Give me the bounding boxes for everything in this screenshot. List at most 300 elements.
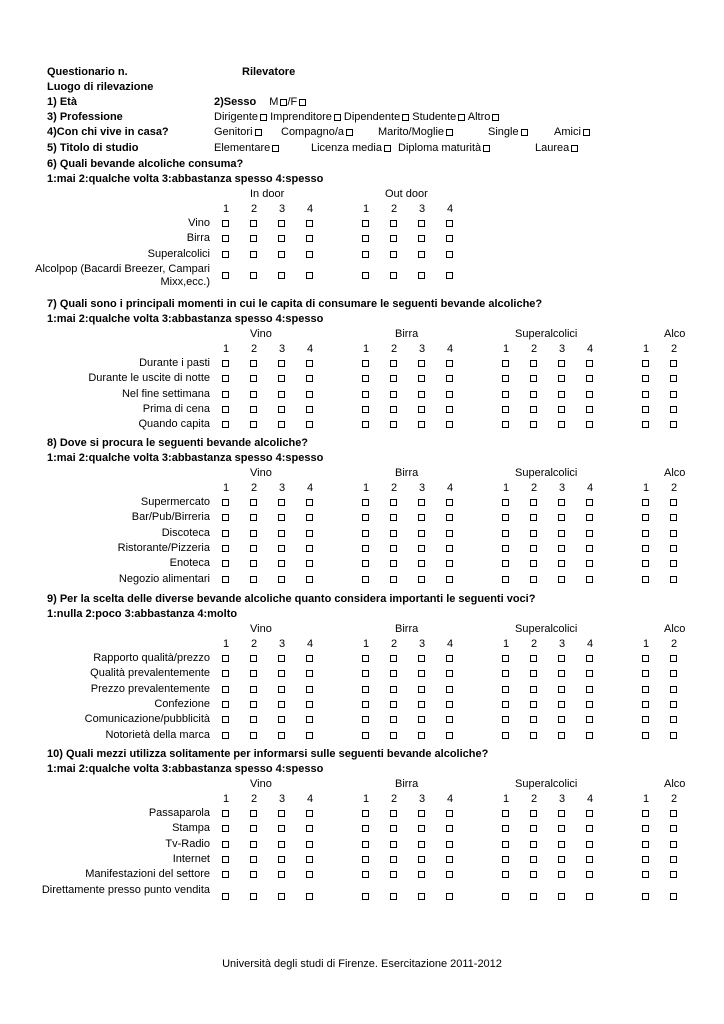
q8-checkbox[interactable] <box>390 545 397 552</box>
q8-checkbox[interactable] <box>446 576 453 583</box>
q9-checkbox[interactable] <box>418 701 425 708</box>
q8-checkbox[interactable] <box>362 545 369 552</box>
q8-checkbox[interactable] <box>418 530 425 537</box>
q7-checkbox[interactable] <box>502 375 509 382</box>
q10-checkbox[interactable] <box>586 825 593 832</box>
q10-checkbox[interactable] <box>530 841 537 848</box>
q7-checkbox[interactable] <box>502 421 509 428</box>
q7-checkbox[interactable] <box>446 360 453 367</box>
q9-checkbox[interactable] <box>642 732 649 739</box>
q9-checkbox[interactable] <box>530 716 537 723</box>
q7-checkbox[interactable] <box>558 375 565 382</box>
q8-checkbox[interactable] <box>446 530 453 537</box>
q7-checkbox[interactable] <box>390 406 397 413</box>
q10-checkbox[interactable] <box>670 893 677 900</box>
q8-checkbox[interactable] <box>502 530 509 537</box>
checkbox-diploma[interactable] <box>483 145 490 152</box>
q8-checkbox[interactable] <box>418 545 425 552</box>
q9-checkbox[interactable] <box>418 670 425 677</box>
q9-checkbox[interactable] <box>362 701 369 708</box>
q10-checkbox[interactable] <box>586 856 593 863</box>
q10-checkbox[interactable] <box>530 871 537 878</box>
q7-checkbox[interactable] <box>418 391 425 398</box>
q9-checkbox[interactable] <box>530 732 537 739</box>
checkbox-altro[interactable] <box>492 114 499 121</box>
q7-checkbox[interactable] <box>558 360 565 367</box>
q10-checkbox[interactable] <box>502 841 509 848</box>
sesso-f-checkbox[interactable] <box>299 99 306 106</box>
q6-checkbox[interactable] <box>250 220 257 227</box>
q9-checkbox[interactable] <box>250 701 257 708</box>
q6-checkbox[interactable] <box>446 220 453 227</box>
q6-checkbox[interactable] <box>306 235 313 242</box>
q8-checkbox[interactable] <box>558 545 565 552</box>
q6-checkbox[interactable] <box>222 235 229 242</box>
q8-checkbox[interactable] <box>250 530 257 537</box>
q9-checkbox[interactable] <box>446 701 453 708</box>
q10-checkbox[interactable] <box>390 893 397 900</box>
q9-checkbox[interactable] <box>502 716 509 723</box>
q7-checkbox[interactable] <box>278 391 285 398</box>
q7-checkbox[interactable] <box>278 360 285 367</box>
q7-checkbox[interactable] <box>390 391 397 398</box>
q7-checkbox[interactable] <box>530 421 537 428</box>
q6-checkbox[interactable] <box>306 251 313 258</box>
q9-checkbox[interactable] <box>642 716 649 723</box>
q8-checkbox[interactable] <box>390 576 397 583</box>
q10-checkbox[interactable] <box>586 871 593 878</box>
q9-checkbox[interactable] <box>502 670 509 677</box>
q8-checkbox[interactable] <box>642 514 649 521</box>
q10-checkbox[interactable] <box>222 856 229 863</box>
q9-checkbox[interactable] <box>530 670 537 677</box>
q6-checkbox[interactable] <box>418 272 425 279</box>
q7-checkbox[interactable] <box>642 421 649 428</box>
q10-checkbox[interactable] <box>670 841 677 848</box>
q9-checkbox[interactable] <box>586 686 593 693</box>
q7-checkbox[interactable] <box>306 406 313 413</box>
q7-checkbox[interactable] <box>362 375 369 382</box>
q9-checkbox[interactable] <box>530 655 537 662</box>
q8-checkbox[interactable] <box>418 514 425 521</box>
q9-checkbox[interactable] <box>278 670 285 677</box>
q8-checkbox[interactable] <box>670 560 677 567</box>
q9-checkbox[interactable] <box>362 716 369 723</box>
q10-checkbox[interactable] <box>390 871 397 878</box>
q9-checkbox[interactable] <box>278 716 285 723</box>
q7-checkbox[interactable] <box>558 406 565 413</box>
q9-checkbox[interactable] <box>390 686 397 693</box>
q8-checkbox[interactable] <box>586 576 593 583</box>
q9-checkbox[interactable] <box>390 655 397 662</box>
q7-checkbox[interactable] <box>222 375 229 382</box>
q10-checkbox[interactable] <box>390 810 397 817</box>
q9-checkbox[interactable] <box>670 670 677 677</box>
q8-checkbox[interactable] <box>642 560 649 567</box>
q7-checkbox[interactable] <box>642 360 649 367</box>
q7-checkbox[interactable] <box>418 421 425 428</box>
q8-checkbox[interactable] <box>250 499 257 506</box>
q8-checkbox[interactable] <box>222 545 229 552</box>
q10-checkbox[interactable] <box>306 825 313 832</box>
q10-checkbox[interactable] <box>362 856 369 863</box>
q10-checkbox[interactable] <box>278 893 285 900</box>
q9-checkbox[interactable] <box>278 686 285 693</box>
q10-checkbox[interactable] <box>418 856 425 863</box>
q7-checkbox[interactable] <box>306 391 313 398</box>
q9-checkbox[interactable] <box>586 701 593 708</box>
q7-checkbox[interactable] <box>586 391 593 398</box>
q8-checkbox[interactable] <box>250 545 257 552</box>
q10-checkbox[interactable] <box>418 841 425 848</box>
q8-checkbox[interactable] <box>362 499 369 506</box>
q7-checkbox[interactable] <box>558 391 565 398</box>
q7-checkbox[interactable] <box>586 421 593 428</box>
q10-checkbox[interactable] <box>586 841 593 848</box>
q10-checkbox[interactable] <box>222 825 229 832</box>
q8-checkbox[interactable] <box>586 530 593 537</box>
q8-checkbox[interactable] <box>278 499 285 506</box>
q8-checkbox[interactable] <box>530 545 537 552</box>
q9-checkbox[interactable] <box>306 655 313 662</box>
q10-checkbox[interactable] <box>558 893 565 900</box>
q6-checkbox[interactable] <box>278 251 285 258</box>
q9-checkbox[interactable] <box>418 655 425 662</box>
checkbox-laurea[interactable] <box>571 145 578 152</box>
checkbox-elementare[interactable] <box>272 145 279 152</box>
q8-checkbox[interactable] <box>586 499 593 506</box>
q8-checkbox[interactable] <box>446 560 453 567</box>
q7-checkbox[interactable] <box>446 391 453 398</box>
q10-checkbox[interactable] <box>306 841 313 848</box>
q7-checkbox[interactable] <box>250 375 257 382</box>
q9-checkbox[interactable] <box>446 655 453 662</box>
q7-checkbox[interactable] <box>502 391 509 398</box>
q9-checkbox[interactable] <box>670 732 677 739</box>
q8-checkbox[interactable] <box>670 499 677 506</box>
q9-checkbox[interactable] <box>642 655 649 662</box>
q8-checkbox[interactable] <box>222 560 229 567</box>
q6-checkbox[interactable] <box>418 251 425 258</box>
q7-checkbox[interactable] <box>558 421 565 428</box>
q9-checkbox[interactable] <box>670 701 677 708</box>
q6-checkbox[interactable] <box>390 235 397 242</box>
checkbox-genitori[interactable] <box>255 129 262 136</box>
q7-checkbox[interactable] <box>670 391 677 398</box>
q9-checkbox[interactable] <box>586 732 593 739</box>
q9-checkbox[interactable] <box>530 701 537 708</box>
q9-checkbox[interactable] <box>586 655 593 662</box>
q9-checkbox[interactable] <box>222 655 229 662</box>
q9-checkbox[interactable] <box>418 732 425 739</box>
q10-checkbox[interactable] <box>670 856 677 863</box>
checkbox-imprenditore[interactable] <box>334 114 341 121</box>
q9-checkbox[interactable] <box>446 686 453 693</box>
q7-checkbox[interactable] <box>642 391 649 398</box>
q10-checkbox[interactable] <box>362 841 369 848</box>
q9-checkbox[interactable] <box>306 686 313 693</box>
q7-checkbox[interactable] <box>586 375 593 382</box>
q7-checkbox[interactable] <box>306 360 313 367</box>
q10-checkbox[interactable] <box>278 810 285 817</box>
q9-checkbox[interactable] <box>306 670 313 677</box>
q8-checkbox[interactable] <box>390 560 397 567</box>
checkbox-amici[interactable] <box>583 129 590 136</box>
q8-checkbox[interactable] <box>418 499 425 506</box>
q10-checkbox[interactable] <box>642 893 649 900</box>
q7-checkbox[interactable] <box>670 421 677 428</box>
q6-checkbox[interactable] <box>278 272 285 279</box>
q9-checkbox[interactable] <box>418 686 425 693</box>
q9-checkbox[interactable] <box>278 701 285 708</box>
q9-checkbox[interactable] <box>502 686 509 693</box>
q8-checkbox[interactable] <box>530 560 537 567</box>
q6-checkbox[interactable] <box>362 272 369 279</box>
q7-checkbox[interactable] <box>530 360 537 367</box>
q6-checkbox[interactable] <box>446 235 453 242</box>
q10-checkbox[interactable] <box>642 825 649 832</box>
q8-checkbox[interactable] <box>558 499 565 506</box>
q7-checkbox[interactable] <box>670 375 677 382</box>
q9-checkbox[interactable] <box>362 655 369 662</box>
q7-checkbox[interactable] <box>502 406 509 413</box>
q10-checkbox[interactable] <box>222 893 229 900</box>
q7-checkbox[interactable] <box>502 360 509 367</box>
q7-checkbox[interactable] <box>250 406 257 413</box>
q6-checkbox[interactable] <box>278 220 285 227</box>
q7-checkbox[interactable] <box>278 406 285 413</box>
q6-checkbox[interactable] <box>390 220 397 227</box>
q10-checkbox[interactable] <box>390 841 397 848</box>
q10-checkbox[interactable] <box>502 871 509 878</box>
q9-checkbox[interactable] <box>670 686 677 693</box>
q10-checkbox[interactable] <box>418 871 425 878</box>
q10-checkbox[interactable] <box>530 825 537 832</box>
q7-checkbox[interactable] <box>222 421 229 428</box>
q9-checkbox[interactable] <box>558 655 565 662</box>
q10-checkbox[interactable] <box>446 841 453 848</box>
q9-checkbox[interactable] <box>278 655 285 662</box>
q8-checkbox[interactable] <box>278 530 285 537</box>
q9-checkbox[interactable] <box>558 686 565 693</box>
q8-checkbox[interactable] <box>586 545 593 552</box>
q6-checkbox[interactable] <box>250 272 257 279</box>
q6-checkbox[interactable] <box>250 251 257 258</box>
q10-checkbox[interactable] <box>670 871 677 878</box>
q8-checkbox[interactable] <box>586 514 593 521</box>
q7-checkbox[interactable] <box>390 421 397 428</box>
q9-checkbox[interactable] <box>670 716 677 723</box>
checkbox-licenza-media[interactable] <box>384 145 391 152</box>
q10-checkbox[interactable] <box>250 810 257 817</box>
q10-checkbox[interactable] <box>362 810 369 817</box>
q10-checkbox[interactable] <box>278 841 285 848</box>
q9-checkbox[interactable] <box>418 716 425 723</box>
q10-checkbox[interactable] <box>306 893 313 900</box>
q10-checkbox[interactable] <box>278 856 285 863</box>
q9-checkbox[interactable] <box>502 701 509 708</box>
q8-checkbox[interactable] <box>530 530 537 537</box>
q10-checkbox[interactable] <box>446 893 453 900</box>
q8-checkbox[interactable] <box>222 576 229 583</box>
q10-checkbox[interactable] <box>642 841 649 848</box>
q8-checkbox[interactable] <box>530 514 537 521</box>
q10-checkbox[interactable] <box>446 825 453 832</box>
q9-checkbox[interactable] <box>390 701 397 708</box>
q7-checkbox[interactable] <box>670 360 677 367</box>
q8-checkbox[interactable] <box>306 499 313 506</box>
q10-checkbox[interactable] <box>446 810 453 817</box>
checkbox-compagno[interactable] <box>346 129 353 136</box>
q10-checkbox[interactable] <box>250 893 257 900</box>
q9-checkbox[interactable] <box>446 716 453 723</box>
q8-checkbox[interactable] <box>642 499 649 506</box>
q7-checkbox[interactable] <box>222 360 229 367</box>
q7-checkbox[interactable] <box>278 421 285 428</box>
checkbox-studente[interactable] <box>458 114 465 121</box>
q9-checkbox[interactable] <box>222 732 229 739</box>
q10-checkbox[interactable] <box>502 856 509 863</box>
q10-checkbox[interactable] <box>250 856 257 863</box>
q10-checkbox[interactable] <box>558 841 565 848</box>
q7-checkbox[interactable] <box>306 375 313 382</box>
q8-checkbox[interactable] <box>306 530 313 537</box>
q8-checkbox[interactable] <box>446 514 453 521</box>
q8-checkbox[interactable] <box>306 560 313 567</box>
q10-checkbox[interactable] <box>250 841 257 848</box>
q7-checkbox[interactable] <box>222 406 229 413</box>
q9-checkbox[interactable] <box>642 670 649 677</box>
q9-checkbox[interactable] <box>586 716 593 723</box>
q9-checkbox[interactable] <box>250 670 257 677</box>
q6-checkbox[interactable] <box>446 251 453 258</box>
q8-checkbox[interactable] <box>362 514 369 521</box>
q7-checkbox[interactable] <box>642 375 649 382</box>
q8-checkbox[interactable] <box>642 545 649 552</box>
q6-checkbox[interactable] <box>418 220 425 227</box>
q8-checkbox[interactable] <box>558 560 565 567</box>
q6-checkbox[interactable] <box>278 235 285 242</box>
q9-checkbox[interactable] <box>502 732 509 739</box>
q9-checkbox[interactable] <box>250 732 257 739</box>
q10-checkbox[interactable] <box>530 893 537 900</box>
q9-checkbox[interactable] <box>278 732 285 739</box>
q10-checkbox[interactable] <box>306 810 313 817</box>
q9-checkbox[interactable] <box>446 732 453 739</box>
q7-checkbox[interactable] <box>446 375 453 382</box>
q10-checkbox[interactable] <box>558 871 565 878</box>
q8-checkbox[interactable] <box>278 560 285 567</box>
q8-checkbox[interactable] <box>222 530 229 537</box>
q8-checkbox[interactable] <box>390 499 397 506</box>
q6-checkbox[interactable] <box>390 251 397 258</box>
q8-checkbox[interactable] <box>418 576 425 583</box>
q6-checkbox[interactable] <box>250 235 257 242</box>
q9-checkbox[interactable] <box>222 716 229 723</box>
q9-checkbox[interactable] <box>250 716 257 723</box>
q7-checkbox[interactable] <box>222 391 229 398</box>
q7-checkbox[interactable] <box>362 406 369 413</box>
q6-checkbox[interactable] <box>306 272 313 279</box>
q10-checkbox[interactable] <box>306 856 313 863</box>
q8-checkbox[interactable] <box>250 560 257 567</box>
q9-checkbox[interactable] <box>362 670 369 677</box>
q9-checkbox[interactable] <box>222 670 229 677</box>
q8-checkbox[interactable] <box>502 576 509 583</box>
q8-checkbox[interactable] <box>586 560 593 567</box>
q9-checkbox[interactable] <box>558 701 565 708</box>
q10-checkbox[interactable] <box>250 871 257 878</box>
q8-checkbox[interactable] <box>670 576 677 583</box>
q9-checkbox[interactable] <box>306 701 313 708</box>
q6-checkbox[interactable] <box>362 235 369 242</box>
q8-checkbox[interactable] <box>670 530 677 537</box>
q7-checkbox[interactable] <box>278 375 285 382</box>
q10-checkbox[interactable] <box>586 893 593 900</box>
q10-checkbox[interactable] <box>306 871 313 878</box>
q10-checkbox[interactable] <box>390 825 397 832</box>
q7-checkbox[interactable] <box>418 406 425 413</box>
q7-checkbox[interactable] <box>418 360 425 367</box>
q8-checkbox[interactable] <box>306 545 313 552</box>
q8-checkbox[interactable] <box>390 514 397 521</box>
q7-checkbox[interactable] <box>446 406 453 413</box>
q9-checkbox[interactable] <box>586 670 593 677</box>
q8-checkbox[interactable] <box>446 499 453 506</box>
q10-checkbox[interactable] <box>642 871 649 878</box>
q10-checkbox[interactable] <box>502 825 509 832</box>
q6-checkbox[interactable] <box>418 235 425 242</box>
q7-checkbox[interactable] <box>418 375 425 382</box>
q9-checkbox[interactable] <box>558 716 565 723</box>
q9-checkbox[interactable] <box>362 732 369 739</box>
q9-checkbox[interactable] <box>390 716 397 723</box>
q10-checkbox[interactable] <box>642 856 649 863</box>
q10-checkbox[interactable] <box>222 871 229 878</box>
q8-checkbox[interactable] <box>250 576 257 583</box>
q10-checkbox[interactable] <box>670 810 677 817</box>
q10-checkbox[interactable] <box>418 825 425 832</box>
q9-checkbox[interactable] <box>306 716 313 723</box>
q8-checkbox[interactable] <box>446 545 453 552</box>
q7-checkbox[interactable] <box>446 421 453 428</box>
q7-checkbox[interactable] <box>362 360 369 367</box>
q8-checkbox[interactable] <box>558 530 565 537</box>
q8-checkbox[interactable] <box>278 514 285 521</box>
q9-checkbox[interactable] <box>530 686 537 693</box>
q8-checkbox[interactable] <box>502 545 509 552</box>
q8-checkbox[interactable] <box>670 514 677 521</box>
q8-checkbox[interactable] <box>502 514 509 521</box>
q8-checkbox[interactable] <box>306 514 313 521</box>
q7-checkbox[interactable] <box>642 406 649 413</box>
q10-checkbox[interactable] <box>222 841 229 848</box>
q8-checkbox[interactable] <box>390 530 397 537</box>
q6-checkbox[interactable] <box>222 251 229 258</box>
q8-checkbox[interactable] <box>502 499 509 506</box>
q8-checkbox[interactable] <box>250 514 257 521</box>
q10-checkbox[interactable] <box>558 825 565 832</box>
q9-checkbox[interactable] <box>670 655 677 662</box>
q10-checkbox[interactable] <box>362 893 369 900</box>
q7-checkbox[interactable] <box>362 391 369 398</box>
q6-checkbox[interactable] <box>222 220 229 227</box>
q10-checkbox[interactable] <box>502 810 509 817</box>
q9-checkbox[interactable] <box>642 701 649 708</box>
q8-checkbox[interactable] <box>278 545 285 552</box>
q10-checkbox[interactable] <box>642 810 649 817</box>
q10-checkbox[interactable] <box>222 810 229 817</box>
